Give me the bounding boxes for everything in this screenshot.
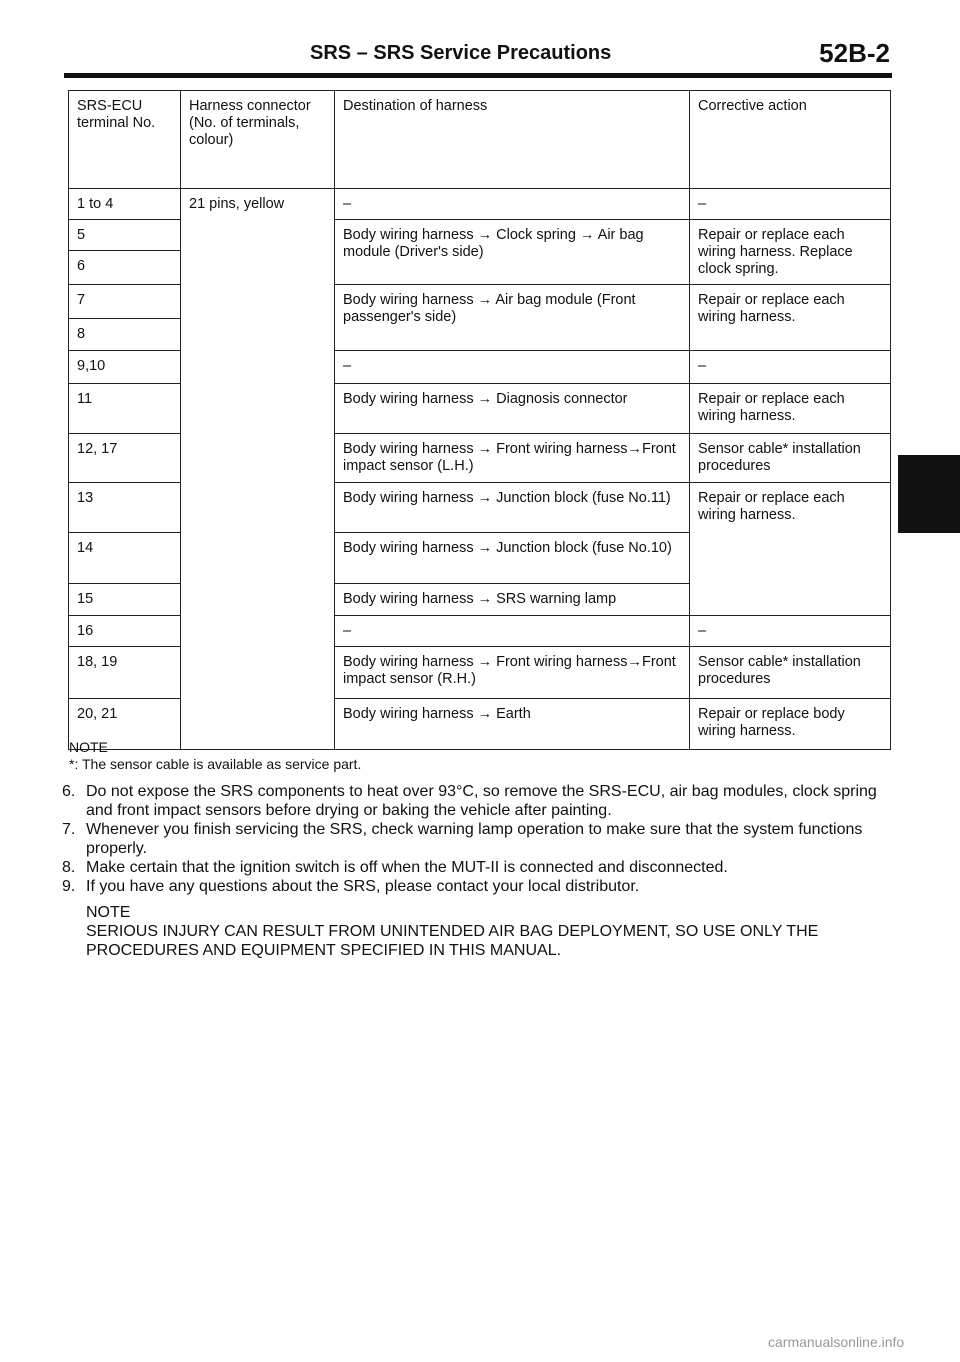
destination-cell: Body wiring harness → Front wiring harness→Front impact sensor (R.H.) [335,647,690,699]
destination-cell: Body wiring harness → Junction block (fuse No.10) [335,533,690,584]
note-title: NOTE [69,739,108,755]
terminal-cell: 5 [69,220,181,251]
col-header-terminal: SRS-ECU terminal No. [69,91,181,189]
action-cell: Repair or replace each wiring harness. [690,384,891,434]
warning-note-body: SERIOUS INJURY CAN RESULT FROM UNINTENDED AIR BAG DEPLOYMENT, SO USE ONLY THE PROCEDURES AND EQUIPMENT SPECIFIED IN THIS MANUAL. [86,923,819,959]
list-item [62,877,892,896]
item-text: If you have any questions about the SRS, please contact your local distributor. [86,878,640,895]
list-item [62,820,892,858]
destination-cell: Body wiring harness → Air bag module (Front passenger's side) [335,285,690,351]
destination-cell: Body wiring harness → SRS warning lamp [335,584,690,616]
precaution-list [62,782,892,896]
item-number: 9. [62,878,76,895]
item-number: 7. [62,821,76,838]
section-tab-marker [898,455,960,533]
terminal-cell: 20, 21 [69,699,181,750]
action-cell: – [690,351,891,384]
terminal-cell: 6 [69,251,181,285]
terminal-cell: 15 [69,584,181,616]
action-cell: Repair or replace each wiring harness. [690,483,891,616]
header-rule [64,73,892,78]
item-number: 8. [62,859,76,876]
terminal-cell: 12, 17 [69,434,181,483]
terminal-cell: 16 [69,616,181,647]
col-header-destination: Destination of harness [335,91,690,189]
action-cell: Repair or replace each wiring harness. [690,285,891,351]
destination-cell: Body wiring harness → Front wiring harness→Front impact sensor (L.H.) [335,434,690,483]
list-item [62,858,892,877]
table-header-row [69,91,891,189]
note-body: *: The sensor cable is available as service part. [69,756,362,772]
destination-cell: – [335,351,690,384]
terminal-cell: 1 to 4 [69,189,181,220]
page-title: SRS – SRS Service Precautions [310,42,612,64]
destination-cell: – [335,189,690,220]
terminal-cell: 9,10 [69,351,181,384]
terminal-cell: 11 [69,384,181,434]
action-cell: Repair or replace body wiring harness. [690,699,891,750]
terminal-cell: 8 [69,319,181,351]
action-cell: Repair or replace each wiring harness. Replace clock spring. [690,220,891,285]
terminal-cell: 7 [69,285,181,319]
destination-cell: Body wiring harness → Clock spring → Air bag module (Driver's side) [335,220,690,285]
watermark-text: carmanualsonline.info [768,1334,905,1350]
table-row [69,189,891,220]
terminal-table [68,90,891,750]
action-cell: Sensor cable* installation procedures [690,647,891,699]
item-text: Do not expose the SRS components to heat over 93°C, so remove the SRS-ECU, air bag modules, clock spring and front impact sensors before drying or baking the vehicle after painting. [86,783,877,819]
destination-cell: Body wiring harness → Earth [335,699,690,750]
action-cell: – [690,189,891,220]
connector-cell: 21 pins, yellow [181,189,335,750]
destination-cell: – [335,616,690,647]
list-item [62,782,892,820]
item-text: Whenever you finish servicing the SRS, check warning lamp operation to make sure that the system functions properly. [86,821,863,857]
section-code: 52B-2 [819,38,890,68]
item-number: 6. [62,783,76,800]
warning-note [86,903,892,960]
action-cell: – [690,616,891,647]
col-header-connector: Harness connector (No. of terminals, colour) [181,91,335,189]
item-text: Make certain that the ignition switch is off when the MUT-II is connected and disconnected. [86,859,728,876]
destination-cell: Body wiring harness → Diagnosis connector [335,384,690,434]
terminal-cell: 18, 19 [69,647,181,699]
terminal-cell: 14 [69,533,181,584]
action-cell: Sensor cable* installation procedures [690,434,891,483]
destination-cell: Body wiring harness → Junction block (fuse No.11) [335,483,690,533]
col-header-action: Corrective action [690,91,891,189]
terminal-cell: 13 [69,483,181,533]
warning-note-title: NOTE [86,904,131,921]
